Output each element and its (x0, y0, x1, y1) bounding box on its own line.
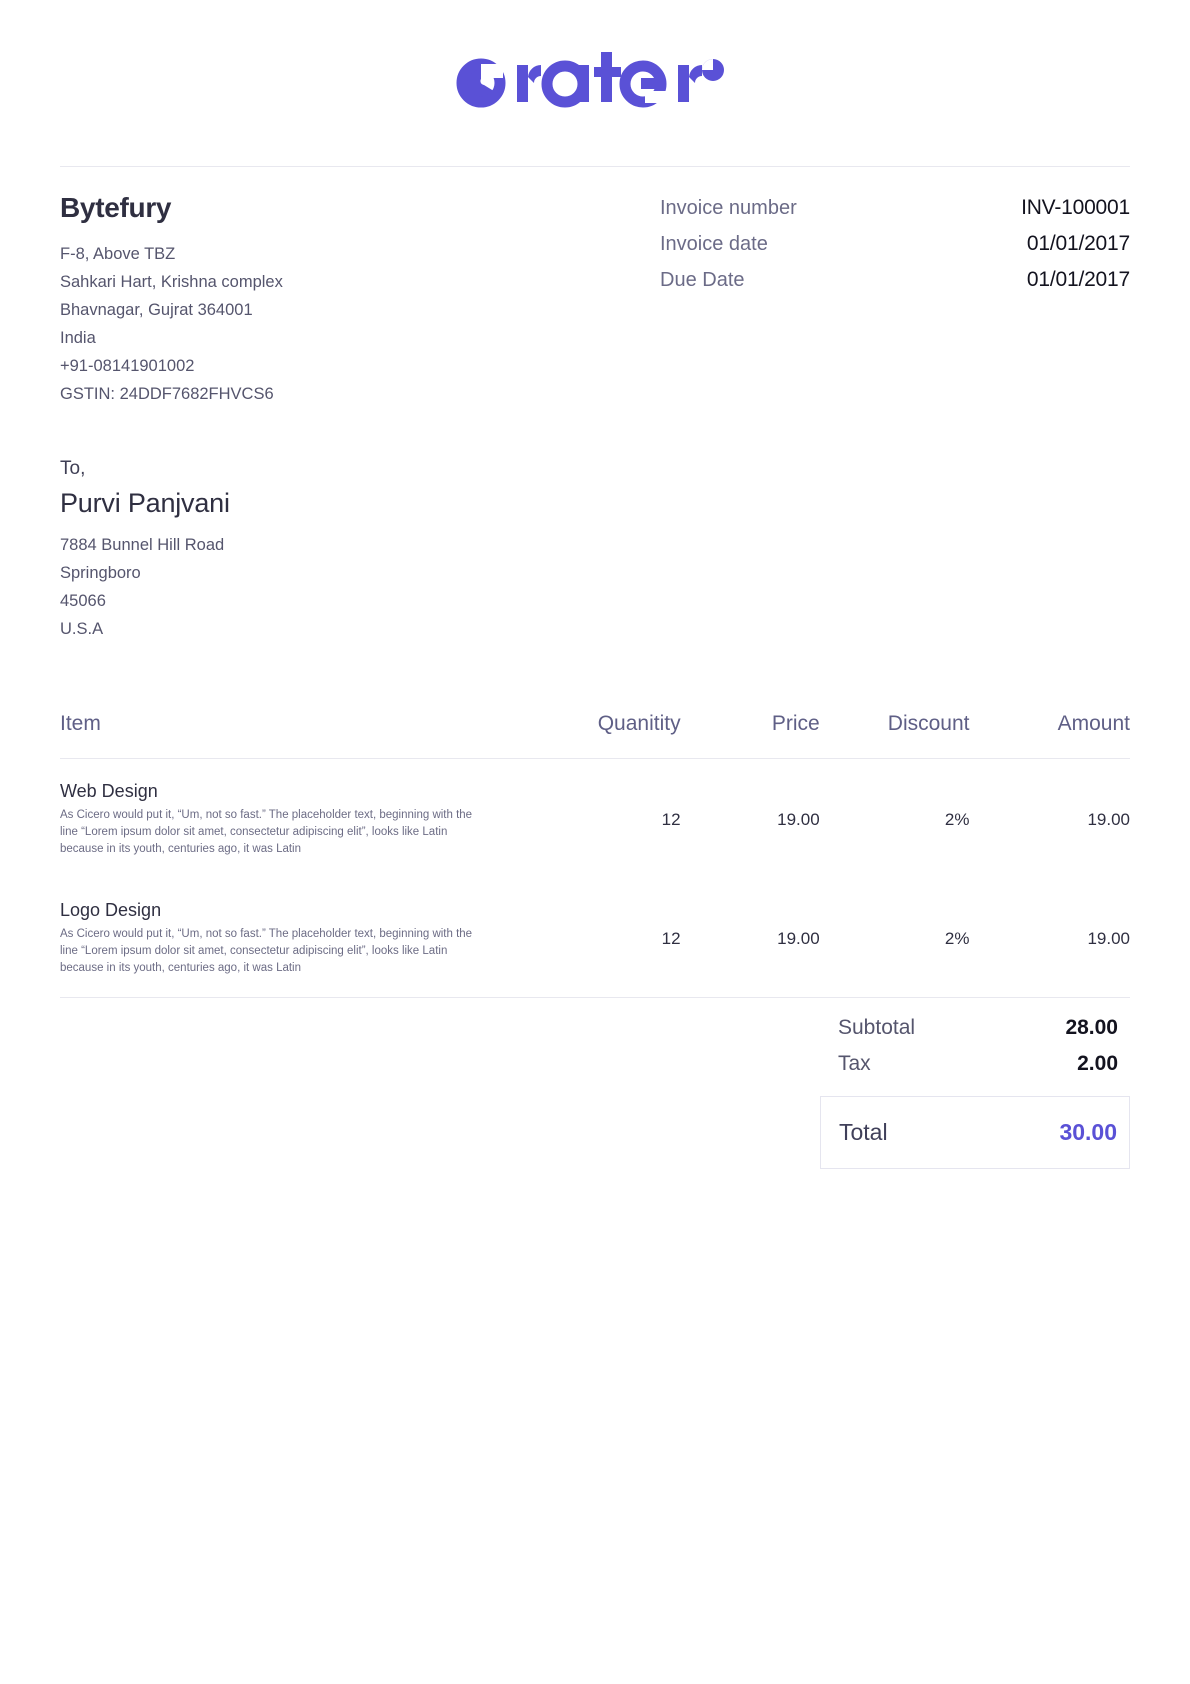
table-row (60, 759, 1130, 879)
table-row (60, 878, 1130, 997)
item-price: 19.00 (777, 809, 820, 829)
invoice-date-label: Invoice date (660, 233, 768, 255)
item-description: As Cicero would put it, “Um, not so fast.” The placeholder text, beginning with the line “Lorem ipsum dolor sit amet, consectetur adipiscing elit”, looks like Latin because in its youth, centuries ago, it was Latin (60, 809, 473, 855)
item-quantity: 12 (661, 809, 681, 829)
due-date-value: 01/01/2017 (1026, 268, 1130, 291)
item-name: Logo Design (60, 900, 162, 920)
invoice-meta (660, 192, 1130, 408)
due-date-row (660, 268, 1130, 292)
bill-to-block (60, 458, 620, 643)
company-block (60, 192, 580, 408)
subtotal-row (820, 1010, 1130, 1046)
header-item: Item (60, 712, 101, 735)
invoice-number-row (660, 196, 1130, 220)
totals-block (820, 1010, 1130, 1169)
item-amount: 19.00 (1087, 809, 1130, 829)
items-table-body (60, 759, 1130, 998)
item-discount: 2% (944, 928, 970, 948)
header-discount: Discount (887, 712, 970, 735)
company-address-line: Bhavnagar, Gujrat 364001 (60, 301, 253, 319)
bill-to-address-line: U.S.A (60, 620, 104, 638)
subtotal-label: Subtotal (838, 1016, 916, 1039)
item-discount: 2% (944, 809, 970, 829)
bill-to-address-line: 7884 Bunnel Hill Road (60, 536, 225, 554)
bill-to-address-line: 45066 (60, 592, 106, 610)
items-header-row (60, 712, 1130, 759)
item-quantity: 12 (661, 928, 681, 948)
company-address-line: F-8, Above TBZ (60, 245, 176, 263)
item-cell (60, 878, 542, 997)
company-name: Bytefury (60, 192, 172, 223)
header-price: Price (771, 712, 820, 735)
items-table-head (60, 712, 1130, 759)
items-section (60, 712, 1130, 998)
invoice-date-row (660, 232, 1130, 256)
header-amount: Amount (1057, 712, 1130, 735)
meta-section (60, 192, 1130, 408)
header-divider (60, 166, 1130, 167)
header-quantity: Quanitity (597, 712, 681, 735)
items-bottom-divider (60, 997, 1130, 998)
total-label: Total (839, 1119, 888, 1145)
grand-total-row (820, 1096, 1130, 1169)
company-address-line: India (60, 329, 96, 347)
crater-logo-icon (445, 44, 745, 122)
tax-label: Tax (838, 1052, 871, 1075)
items-table (60, 712, 1130, 997)
subtotal-value: 28.00 (1065, 1016, 1118, 1039)
invoice-date-value: 01/01/2017 (1026, 232, 1130, 255)
item-name: Web Design (60, 781, 158, 801)
tax-value: 2.00 (1077, 1052, 1118, 1075)
item-price: 19.00 (777, 928, 820, 948)
bill-to-address-line: Springboro (60, 564, 141, 582)
item-amount: 19.00 (1087, 928, 1130, 948)
invoice-number-value: INV-100001 (1021, 196, 1130, 219)
bill-to-label: To, (60, 458, 86, 479)
total-value: 30.00 (1059, 1119, 1117, 1145)
invoice-number-label: Invoice number (660, 197, 797, 219)
due-date-label: Due Date (660, 269, 745, 291)
bill-to-name: Purvi Panjvani (60, 488, 230, 518)
company-address-line: Sahkari Hart, Krishna complex (60, 273, 283, 291)
company-gstin: GSTIN: 24DDF7682FHVCS6 (60, 385, 274, 403)
item-description: As Cicero would put it, “Um, not so fast.” The placeholder text, beginning with the line “Lorem ipsum dolor sit amet, consectetur adipiscing elit”, looks like Latin because in its youth, centuries ago, it was Latin (60, 928, 473, 974)
item-cell (60, 759, 542, 879)
company-phone: +91-08141901002 (60, 357, 195, 375)
brand-logo (0, 0, 1190, 127)
tax-row (820, 1046, 1130, 1082)
